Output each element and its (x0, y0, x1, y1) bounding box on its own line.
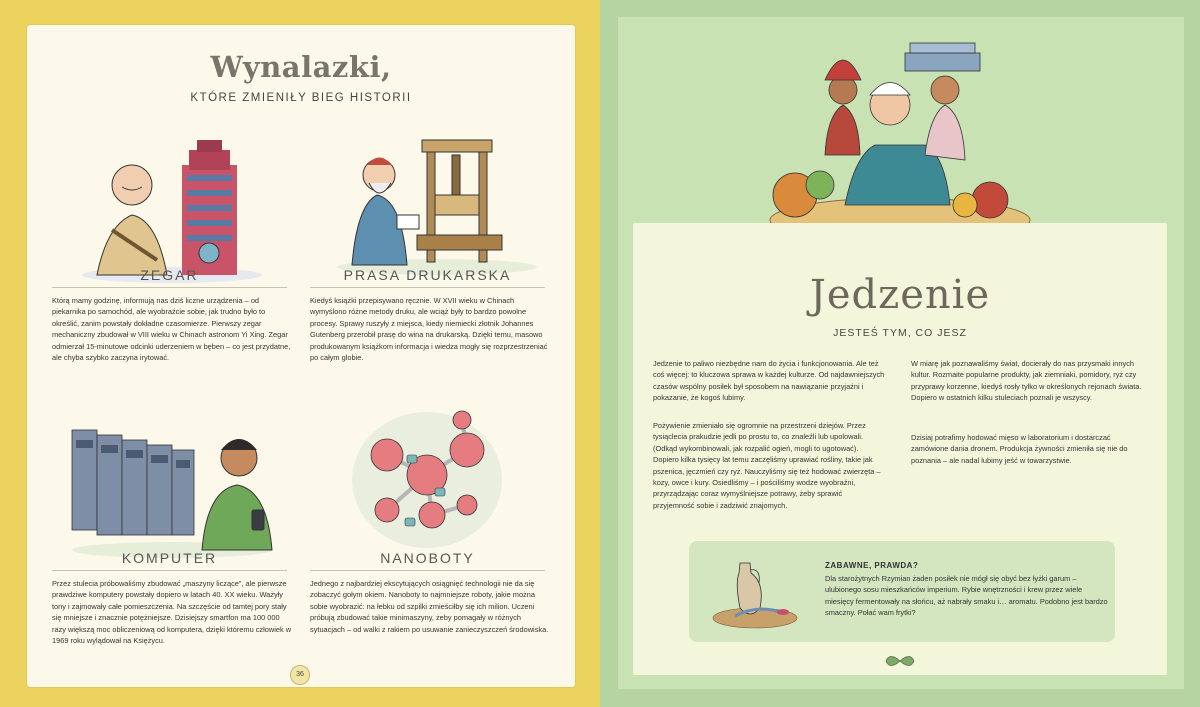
section-text-printing-press: Kiedyś książki przepisywano ręcznie. W XVII wieku w Chinach wymyślono różne metody druku, ale wciąż były to bardzo powolne procesy. Sprawy ruszyły z miejsca, kiedy niemiecki złotnik Johannes Gutenberg przerobił prasę do wina na drukarską. Dzięki temu, masowo produkowanym książkom informacja i wiedza mogły się rozprzestrzeniać po całym globie. (310, 296, 548, 363)
section-heading-nanobots: NANOBOTY (380, 550, 475, 566)
section-text-computer: Przez stulecia próbowaliśmy zbudować „maszyny liczące”, ale pierwsze prawdziwe komputery powstały dopiero w latach 40. XX wieku. Ważyły tony i zajmowały całe pomieszczenia. Na szczęście od tamtej pory stały się mniejsze i znacznie potężniejsze. Dzisiejszy smartfon ma 100 000 razy większą moc obliczeniową od komputera, dzięki któremu człowiek w 1969 roku wylądował na Księżycu. (52, 579, 292, 646)
fun-fact-text: Dla starożytnych Rzymian żaden posiłek nie mógł się obyć bez łyżki garum – ulubionego sosu mieszkańców imperium. Rybie wnętrzności i krew przez wiele miesięcy fermentowały na słońcu, aż nabrały smaku i… aromatu. Podobno jest bardzo smaczny. Połać wam frytki? (825, 574, 1108, 618)
nanobots-illustration (347, 400, 507, 550)
page-subtitle: JESTEŚ TYM, CO JESZ (833, 327, 967, 339)
page-title: Jedzenie (809, 272, 991, 318)
food-paragraph: Pożywienie zmieniało się ogromnie na przestrzeni dziejów. Przez tysiąclecia prakudzie jedli po prostu to, co znaleźli lub upolowali. (Odkąd wykombinowali, jak rozpalić ogień, mogli to ugotować). Dopiero kilka tysięcy lat temu zaczęliśmy uprawiać rośliny, takie jak pszenica, jęczmień czy ryż. Nauczyliśmy się też hodować zwierzęta – kozy, owce i kury. Osiedliśmy – i pościliśmy wodze wyobraźni, przyrządzając coraz wymyślniejsze potrawy, żeby sprawić przyjemność sobie i zadziwić znajomych. (653, 421, 881, 510)
section-text-clock: Którą mamy godzinę, informują nas dziś liczne urządzenia – od piekarnika po samochód, ale wyobraźcie sobie, jak trudno było to określić, zanim powstały dokładne czasomierze. Pierwszy zegar mechaniczny zbudował w VIII wieku w Chinach astronom Yi Xing. Zegar odmierzał 15-minutowe odcinki uderzeniem w bęben – co jest przydatne, ale chyba szybko zaczyna irytować. (52, 296, 291, 363)
food-people-illustration (765, 35, 1035, 250)
section-heading-clock: ZEGAR (140, 267, 199, 283)
divider (310, 287, 545, 288)
section-text-nanobots: Jednego z najbardziej ekscytujących osiągnięć technologii nie da się zobaczyć gołym okiem. Nanoboty to najmniejsze roboty, jakie można sobie wyobrazić: na łebku od szpilki zmieściłby się ich milion. Uczeni próbują zbudować takie minimaszyny, żeby pomagały w różnych sytuacjach – od walki z rakiem po usuwanie zanieczyszczeń środowiska. (310, 579, 549, 634)
food-paragraph: Jedzenie to paliwo niezbędne nam do życia i funkcjonowania. Ale też coś więcej: to kluczowa sprawa w każdej kulturze. Od najdawniejszych czasów wspólny posiłek był sposobem na nawiązanie przyjaźni i pokazanie, że kogoś lubimy. (653, 359, 885, 403)
food-paragraph: W miarę jak poznawaliśmy świat, docierały do nas przysmaki innych kultur. Rozmaite popularne produkty, jak ziemniaki, pomidory, ryż czy przyprawy korzenne, kiedyś rosły tylko w określonych rejonach świata. Dopiero w ostatnich kilku stuleciach poznali je wszyscy. (911, 359, 1142, 403)
printing-press-illustration (327, 125, 537, 275)
page-number: 36 (290, 665, 310, 685)
divider (52, 287, 287, 288)
amphora-illustration (705, 548, 815, 633)
food-paragraph: Dzisiaj potrafimy hodować mięso w laboratorium i dostarczać zamówione dania dronem. Produkcja żywności zmieniła się nie do poznania – ale nadal lubimy jeść w towarzystwie. (911, 433, 1128, 465)
clock-illustration (77, 135, 267, 283)
section-heading-computer: KOMPUTER (121, 550, 218, 566)
divider (310, 570, 545, 571)
section-heading-printing-press: PRASA DRUKARSKA (343, 267, 512, 283)
computer-illustration (67, 410, 277, 560)
page-title: Wynalazki, (210, 50, 392, 84)
fun-fact-title: ZABAWNE, PRAWDA? (825, 561, 919, 570)
page-subtitle: KTÓRE ZMIENIŁY BIEG HISTORII (190, 92, 412, 104)
inventions-page (27, 25, 575, 687)
leaf-ornament-icon (884, 650, 916, 672)
divider (52, 570, 287, 571)
